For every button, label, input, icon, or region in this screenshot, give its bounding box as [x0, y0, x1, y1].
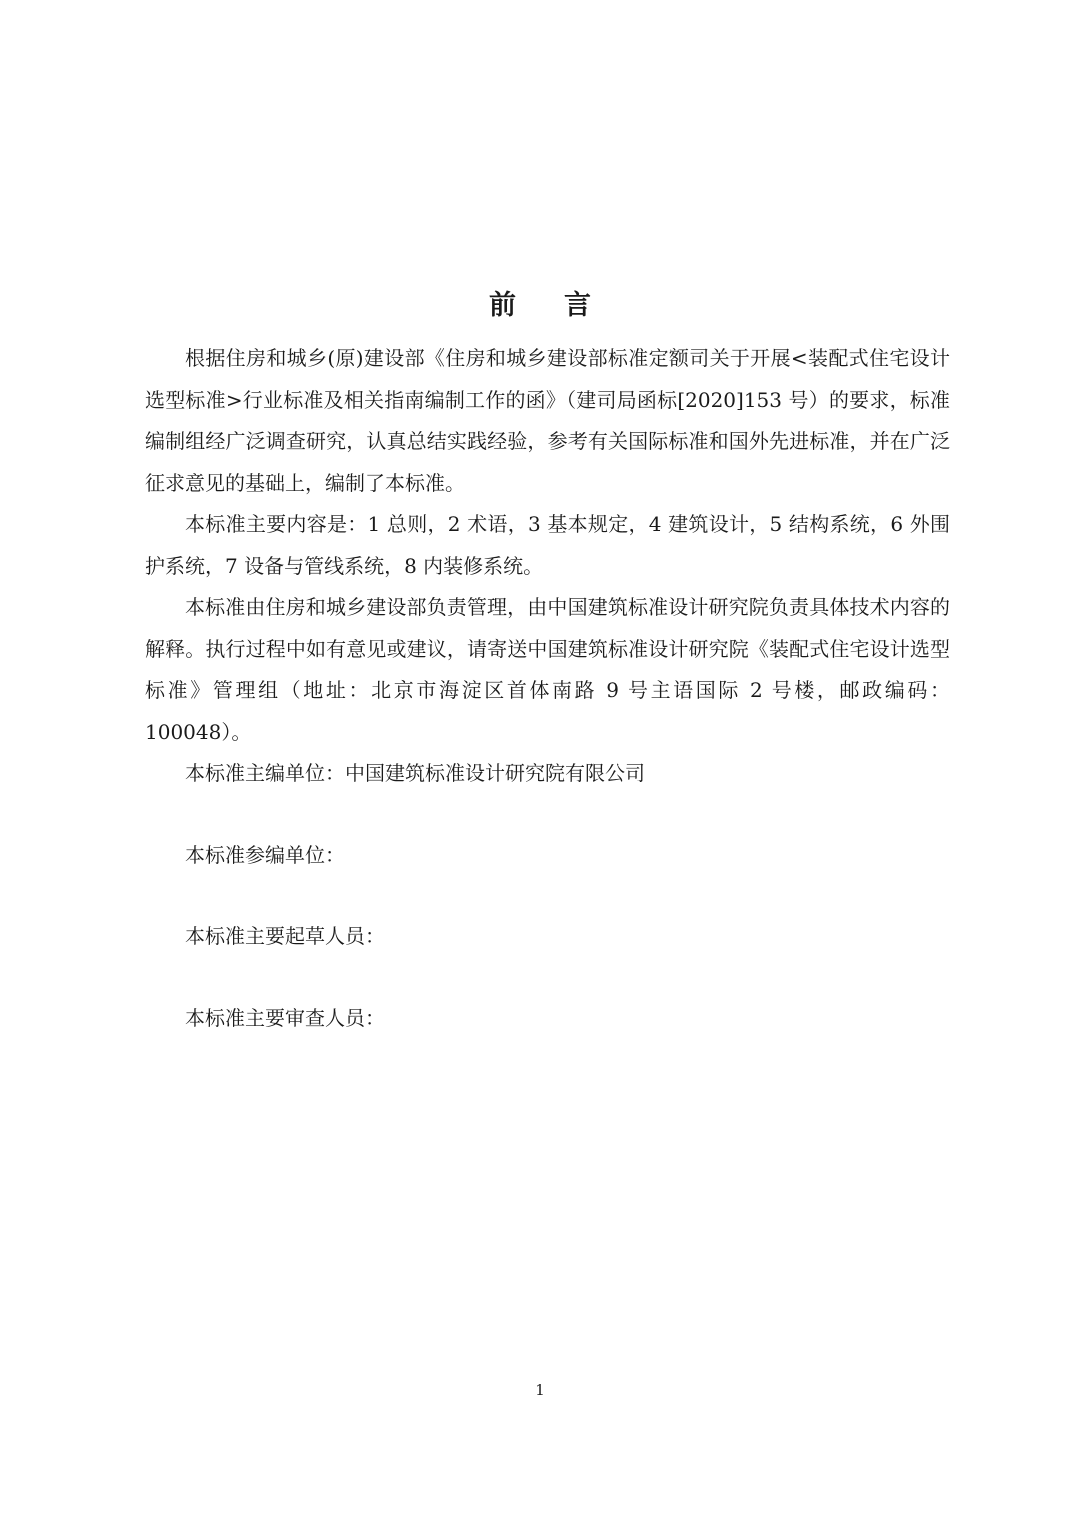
- main-drafters: 本标准主要起草人员：: [185, 924, 385, 948]
- paragraph-management: 本标准由住房和城乡建设部负责管理，由中国建筑标准设计研究院负责具体技术内容的解释。执行过程中如有意见或建议，请寄送中国建筑标准设计研究院《装配式住宅设计选型标准》管理组（地址：北京市海淀区首体南路 9 号主语国际 2 号楼，邮政编码：100048）。: [145, 595, 950, 744]
- document-body: [145, 338, 950, 1039]
- paragraph-contents: 本标准主要内容是：1 总则，2 术语，3 基本规定，4 建筑设计，5 结构系统，6 外围护系统，7 设备与管线系统，8 内装修系统。: [145, 512, 950, 578]
- paragraph-basis: 根据住房和城乡(原)建设部《住房和城乡建设部标准定额司关于开展<装配式住宅设计选型标准>行业标准及相关指南编制工作的函》（建司局函标[2020]153 号）的要求，标准编制组经广泛调查研究，认真总结实践经验，参考有关国际标准和国外先进标准，并在广泛征求意见的基础上，编制了本标准。: [145, 346, 950, 495]
- title-char-1: 前: [489, 290, 516, 321]
- title-char-2: 言: [564, 290, 591, 321]
- participating-units: 本标准参编单位：: [185, 842, 345, 867]
- page-title: [0, 286, 1080, 326]
- page-number: 1: [535, 1381, 545, 1399]
- main-reviewers: 本标准主要审查人员：: [185, 1005, 385, 1030]
- chief-unit: 本标准主编单位：中国建筑标准设计研究院有限公司: [185, 761, 645, 785]
